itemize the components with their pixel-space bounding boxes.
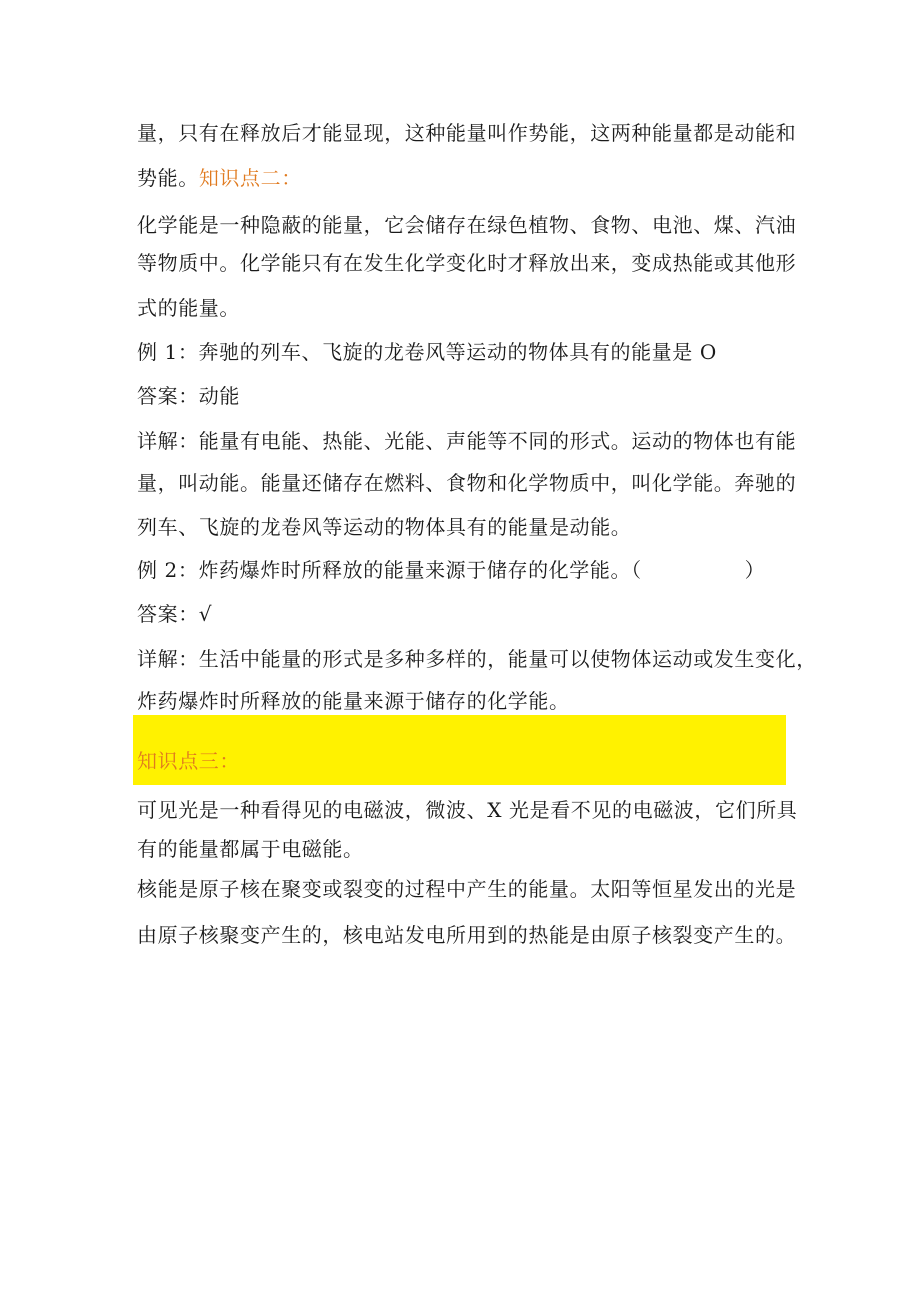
text-line — [137, 212, 797, 238]
line-text: 例 2：炸药爆炸时所释放的能量来源于储存的化学能。（ ） — [137, 558, 766, 582]
text-line — [137, 922, 797, 948]
example-1-explanation — [137, 428, 797, 454]
line-text: 答案：√ — [137, 602, 213, 626]
line-text: 势能。 — [137, 166, 199, 190]
text-line — [137, 470, 797, 496]
text-line — [137, 120, 797, 146]
line-text: 炸药爆炸时所释放的能量来源于储存的化学能。 — [137, 689, 570, 713]
text-line — [137, 688, 797, 714]
section-heading-point2: 知识点二： — [198, 166, 302, 190]
example-2-answer — [137, 601, 797, 627]
line-text: 详解：生活中能量的形式是多种多样的，能量可以使物体运动或发生变化， — [137, 647, 817, 671]
line-text: 可见光是一种看得见的电磁波，微波、X 光是看不见的电磁波，它们所具 — [137, 798, 798, 822]
example-1-answer — [137, 383, 797, 409]
text-line — [137, 250, 797, 276]
text-line — [137, 514, 797, 540]
line-text: 等物质中。化学能只有在发生化学变化时才释放出来，变成热能或其他形 — [137, 251, 797, 275]
line-text: 由原子核聚变产生的，核电站发电所用到的热能是由原子核裂变产生的。 — [137, 923, 797, 947]
line-text: 详解：能量有电能、热能、光能、声能等不同的形式。运动的物体也有能 — [137, 429, 797, 453]
example-2-question — [137, 557, 797, 583]
line-text: 列车、飞旋的龙卷风等运动的物体具有的能量是动能。 — [137, 515, 632, 539]
example-2-explanation — [137, 646, 817, 672]
line-text: 例 1：奔驰的列车、飞旋的龙卷风等运动的物体具有的能量是 O — [137, 340, 717, 364]
line-text: 有的能量都属于电磁能。 — [137, 837, 364, 861]
text-line — [137, 165, 797, 191]
line-text: 化学能是一种隐蔽的能量，它会储存在绿色植物、食物、电池、煤、汽油 — [137, 213, 797, 237]
section-heading-point3: 知识点三： — [137, 749, 240, 773]
line-text: 量，只有在释放后才能显现，这种能量叫作势能，这两种能量都是动能和 — [137, 121, 797, 145]
text-line — [137, 295, 797, 321]
line-text: 答案：动能 — [137, 384, 240, 408]
example-1-question — [137, 339, 797, 365]
text-line — [137, 836, 797, 862]
line-text: 量，叫动能。能量还储存在燃料、食物和化学物质中，叫化学能。奔驰的 — [137, 471, 797, 495]
text-line — [137, 797, 797, 823]
text-line — [137, 876, 797, 902]
line-text: 式的能量。 — [137, 296, 240, 320]
line-text: 核能是原子核在聚变或裂变的过程中产生的能量。太阳等恒星发出的光是 — [137, 877, 797, 901]
